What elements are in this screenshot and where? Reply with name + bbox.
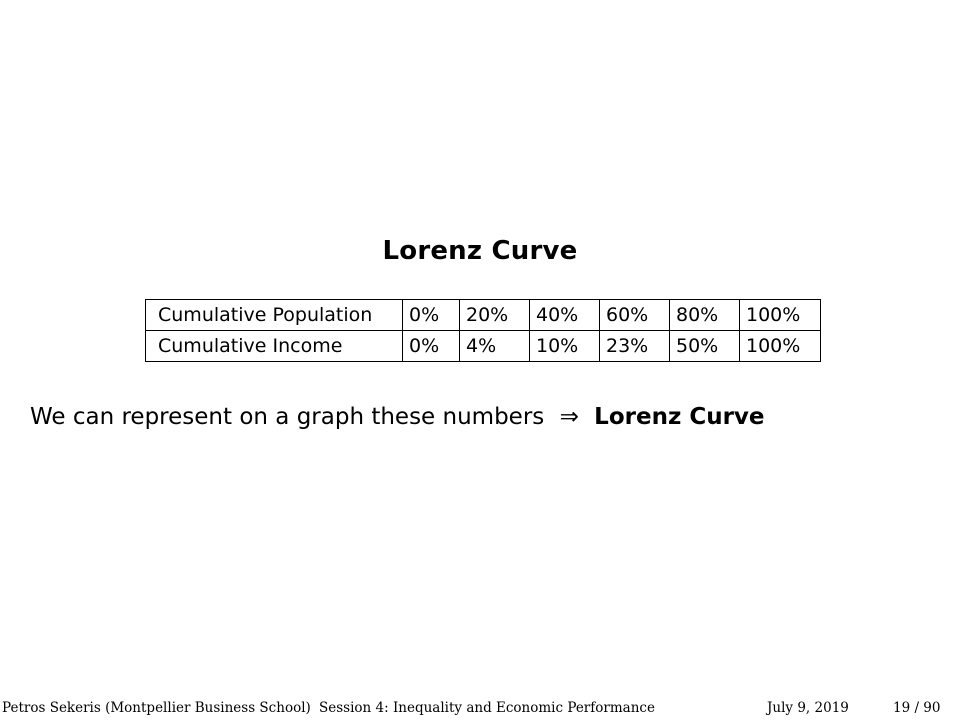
table-cell: 10% bbox=[530, 331, 600, 362]
row-label: Cumulative Population bbox=[146, 300, 403, 331]
table-row-income bbox=[146, 331, 821, 362]
frame-title: Lorenz Curve bbox=[382, 236, 578, 266]
statement-term: Lorenz Curve bbox=[594, 404, 765, 430]
table-cell: 23% bbox=[600, 331, 670, 362]
row-label: Cumulative Income bbox=[146, 331, 403, 362]
table-cell: 80% bbox=[670, 300, 740, 331]
table-cell: 40% bbox=[530, 300, 600, 331]
table-cell: 0% bbox=[403, 300, 460, 331]
statement-text: We can represent on a graph these numbers bbox=[30, 404, 545, 430]
table-cell: 100% bbox=[740, 331, 821, 362]
footer-session[interactable]: Session 4: Inequality and Economic Performance bbox=[319, 700, 655, 716]
table-row-population bbox=[146, 300, 821, 331]
table-cell: 4% bbox=[460, 331, 530, 362]
table-cell: 0% bbox=[403, 331, 460, 362]
footer bbox=[0, 698, 960, 720]
table-cell: 60% bbox=[600, 300, 670, 331]
table-cell: 50% bbox=[670, 331, 740, 362]
statement bbox=[30, 404, 765, 430]
lorenz-data-table bbox=[145, 299, 821, 362]
footer-page-number: 19 / 90 bbox=[893, 700, 941, 716]
implies-arrow-icon: ⇒ bbox=[559, 404, 579, 430]
footer-author[interactable]: Petros Sekeris (Montpellier Business School) bbox=[2, 700, 311, 716]
table-cell: 100% bbox=[740, 300, 821, 331]
footer-date: July 9, 2019 bbox=[767, 700, 849, 716]
table-cell: 20% bbox=[460, 300, 530, 331]
